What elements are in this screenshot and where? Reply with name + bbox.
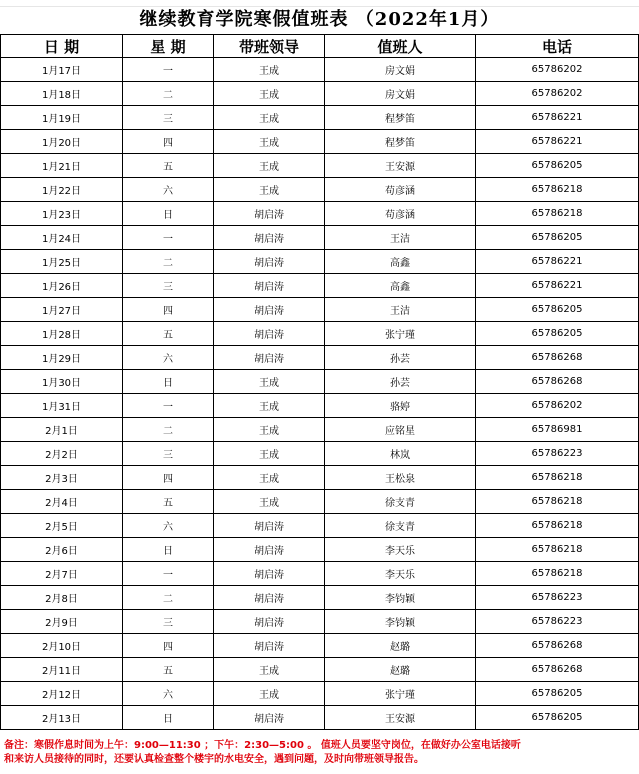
cell-staff: 张宁瑾: [325, 322, 476, 346]
cell-weekday: 二: [123, 418, 214, 442]
cell-leader: 王成: [214, 154, 325, 178]
cell-phone: 65786205: [476, 298, 639, 322]
cell-weekday: 五: [123, 322, 214, 346]
cell-weekday: 二: [123, 82, 214, 106]
cell-leader: 胡启涛: [214, 322, 325, 346]
cell-date: 1月22日: [1, 178, 123, 202]
cell-date: 2月11日: [1, 658, 123, 682]
table-row: [1, 418, 639, 442]
cell-weekday: 六: [123, 346, 214, 370]
table-row: [1, 370, 639, 394]
cell-phone: 65786202: [476, 394, 639, 418]
cell-weekday: 六: [123, 682, 214, 706]
cell-weekday: 五: [123, 490, 214, 514]
cell-staff: 高鑫: [325, 250, 476, 274]
table-row: [1, 682, 639, 706]
table-row: [1, 226, 639, 250]
cell-leader: 胡启涛: [214, 586, 325, 610]
cell-leader: 王成: [214, 466, 325, 490]
cell-leader: 胡启涛: [214, 346, 325, 370]
table-row: [1, 538, 639, 562]
header-date: 日 期: [1, 35, 123, 58]
cell-weekday: 一: [123, 562, 214, 586]
cell-date: 2月10日: [1, 634, 123, 658]
table-body: [1, 58, 639, 730]
cell-staff: 程梦笛: [325, 130, 476, 154]
cell-date: 1月18日: [1, 82, 123, 106]
cell-date: 1月21日: [1, 154, 123, 178]
table-row: [1, 490, 639, 514]
cell-weekday: 四: [123, 298, 214, 322]
cell-weekday: 一: [123, 394, 214, 418]
cell-phone: 65786205: [476, 706, 639, 730]
cell-weekday: 日: [123, 370, 214, 394]
cell-date: 1月30日: [1, 370, 123, 394]
cell-phone: 65786268: [476, 346, 639, 370]
cell-date: 1月23日: [1, 202, 123, 226]
cell-date: 2月9日: [1, 610, 123, 634]
table-row: [1, 82, 639, 106]
cell-leader: 王成: [214, 418, 325, 442]
cell-staff: 徐支青: [325, 514, 476, 538]
cell-staff: 孙芸: [325, 346, 476, 370]
cell-weekday: 日: [123, 538, 214, 562]
cell-date: 2月4日: [1, 490, 123, 514]
table-row: [1, 58, 639, 82]
cell-date: 2月7日: [1, 562, 123, 586]
cell-leader: 胡启涛: [214, 202, 325, 226]
header-phone: 电话: [476, 35, 639, 58]
cell-leader: 王成: [214, 106, 325, 130]
cell-leader: 胡启涛: [214, 226, 325, 250]
cell-leader: 王成: [214, 370, 325, 394]
cell-phone: 65786221: [476, 130, 639, 154]
cell-leader: 王成: [214, 58, 325, 82]
cell-leader: 王成: [214, 682, 325, 706]
cell-phone: 65786223: [476, 610, 639, 634]
cell-staff: 骆婷: [325, 394, 476, 418]
cell-weekday: 三: [123, 274, 214, 298]
cell-date: 1月25日: [1, 250, 123, 274]
cell-date: 2月12日: [1, 682, 123, 706]
cell-leader: 王成: [214, 394, 325, 418]
cell-leader: 胡启涛: [214, 538, 325, 562]
table-row: [1, 154, 639, 178]
table-row: [1, 394, 639, 418]
cell-phone: 65786205: [476, 322, 639, 346]
table-row: [1, 130, 639, 154]
cell-staff: 房文娟: [325, 82, 476, 106]
sheet-top-strip: [0, 0, 639, 7]
cell-phone: 65786205: [476, 682, 639, 706]
cell-staff: 王安源: [325, 154, 476, 178]
cell-phone: 65786221: [476, 274, 639, 298]
table-row: [1, 298, 639, 322]
cell-date: 1月31日: [1, 394, 123, 418]
cell-staff: 苟彦涵: [325, 178, 476, 202]
cell-staff: 徐支青: [325, 490, 476, 514]
cell-date: 2月1日: [1, 418, 123, 442]
cell-leader: 胡启涛: [214, 250, 325, 274]
cell-staff: 李天乐: [325, 538, 476, 562]
cell-date: 2月6日: [1, 538, 123, 562]
cell-date: 1月28日: [1, 322, 123, 346]
cell-phone: 65786202: [476, 82, 639, 106]
table-row: [1, 178, 639, 202]
cell-weekday: 四: [123, 466, 214, 490]
cell-staff: 王洁: [325, 298, 476, 322]
cell-date: 1月20日: [1, 130, 123, 154]
table-row: [1, 706, 639, 730]
table-row: [1, 514, 639, 538]
notes-line-2: 和来访人员接待的同时，还要认真检查整个楼宇的水电安全，遇到问题，及时向带班领导报告。: [4, 754, 424, 765]
cell-phone: 65786218: [476, 466, 639, 490]
cell-leader: 王成: [214, 442, 325, 466]
cell-date: 2月13日: [1, 706, 123, 730]
cell-staff: 高鑫: [325, 274, 476, 298]
cell-leader: 胡启涛: [214, 274, 325, 298]
cell-leader: 王成: [214, 82, 325, 106]
page-title: 继续教育学院寒假值班表 （2022年1月）: [139, 9, 500, 30]
table-row: [1, 610, 639, 634]
cell-phone: 65786268: [476, 634, 639, 658]
cell-date: 2月5日: [1, 514, 123, 538]
cell-weekday: 日: [123, 706, 214, 730]
cell-staff: 李天乐: [325, 562, 476, 586]
header-weekday: 星 期: [123, 35, 214, 58]
table-row: [1, 658, 639, 682]
cell-weekday: 三: [123, 106, 214, 130]
cell-staff: 应铭星: [325, 418, 476, 442]
table-row: [1, 586, 639, 610]
duty-schedule-table: [0, 34, 639, 730]
cell-phone: 65786268: [476, 370, 639, 394]
table-row: [1, 634, 639, 658]
cell-phone: 65786218: [476, 490, 639, 514]
cell-weekday: 三: [123, 442, 214, 466]
cell-phone: 65786223: [476, 442, 639, 466]
cell-date: 1月29日: [1, 346, 123, 370]
cell-leader: 王成: [214, 490, 325, 514]
cell-leader: 胡启涛: [214, 298, 325, 322]
cell-leader: 王成: [214, 658, 325, 682]
cell-weekday: 五: [123, 658, 214, 682]
cell-phone: 65786268: [476, 658, 639, 682]
cell-phone: 65786218: [476, 562, 639, 586]
cell-weekday: 六: [123, 178, 214, 202]
cell-leader: 王成: [214, 178, 325, 202]
cell-phone: 65786223: [476, 586, 639, 610]
cell-staff: 房文娟: [325, 58, 476, 82]
cell-date: 1月26日: [1, 274, 123, 298]
header-leader: 带班领导: [214, 35, 325, 58]
cell-phone: 65786221: [476, 106, 639, 130]
table-row: [1, 202, 639, 226]
cell-staff: 苟彦涵: [325, 202, 476, 226]
cell-staff: 林岚: [325, 442, 476, 466]
cell-weekday: 二: [123, 250, 214, 274]
cell-date: 2月3日: [1, 466, 123, 490]
cell-weekday: 四: [123, 130, 214, 154]
cell-staff: 程梦笛: [325, 106, 476, 130]
cell-staff: 张宁瑾: [325, 682, 476, 706]
table-row: [1, 322, 639, 346]
cell-staff: 赵璐: [325, 658, 476, 682]
table-row: [1, 466, 639, 490]
cell-phone: 65786205: [476, 154, 639, 178]
cell-phone: 65786202: [476, 58, 639, 82]
cell-phone: 65786981: [476, 418, 639, 442]
cell-leader: 胡启涛: [214, 514, 325, 538]
cell-date: 1月24日: [1, 226, 123, 250]
cell-leader: 胡启涛: [214, 706, 325, 730]
cell-phone: 65786218: [476, 538, 639, 562]
cell-leader: 胡启涛: [214, 634, 325, 658]
cell-leader: 胡启涛: [214, 610, 325, 634]
table-row: [1, 274, 639, 298]
cell-weekday: 五: [123, 154, 214, 178]
header-staff: 值班人: [325, 35, 476, 58]
cell-date: 1月19日: [1, 106, 123, 130]
cell-phone: 65786218: [476, 178, 639, 202]
cell-staff: 李钧颖: [325, 586, 476, 610]
table-row: [1, 442, 639, 466]
table-row: [1, 106, 639, 130]
notes-line-1: 备注：寒假作息时间为上午：9:00—11:30 ；下午：2:30—5:00 。 值班人员要坚守岗位，在做好办公室电话接听: [4, 740, 521, 751]
cell-staff: 孙芸: [325, 370, 476, 394]
cell-weekday: 三: [123, 610, 214, 634]
cell-weekday: 二: [123, 586, 214, 610]
cell-staff: 李钧颖: [325, 610, 476, 634]
table-row: [1, 250, 639, 274]
cell-phone: 65786218: [476, 202, 639, 226]
cell-leader: 胡启涛: [214, 562, 325, 586]
notes: [4, 739, 636, 767]
cell-staff: 王松泉: [325, 466, 476, 490]
cell-weekday: 一: [123, 226, 214, 250]
table-header-row: [1, 35, 639, 58]
cell-phone: 65786221: [476, 250, 639, 274]
table-row: [1, 346, 639, 370]
cell-staff: 赵璐: [325, 634, 476, 658]
cell-phone: 65786205: [476, 226, 639, 250]
cell-date: 2月2日: [1, 442, 123, 466]
cell-date: 1月27日: [1, 298, 123, 322]
table-row: [1, 562, 639, 586]
cell-weekday: 日: [123, 202, 214, 226]
cell-weekday: 一: [123, 58, 214, 82]
cell-phone: 65786218: [476, 514, 639, 538]
cell-staff: 王洁: [325, 226, 476, 250]
cell-leader: 王成: [214, 130, 325, 154]
cell-staff: 王安源: [325, 706, 476, 730]
cell-date: 1月17日: [1, 58, 123, 82]
cell-date: 2月8日: [1, 586, 123, 610]
cell-weekday: 六: [123, 514, 214, 538]
cell-weekday: 四: [123, 634, 214, 658]
